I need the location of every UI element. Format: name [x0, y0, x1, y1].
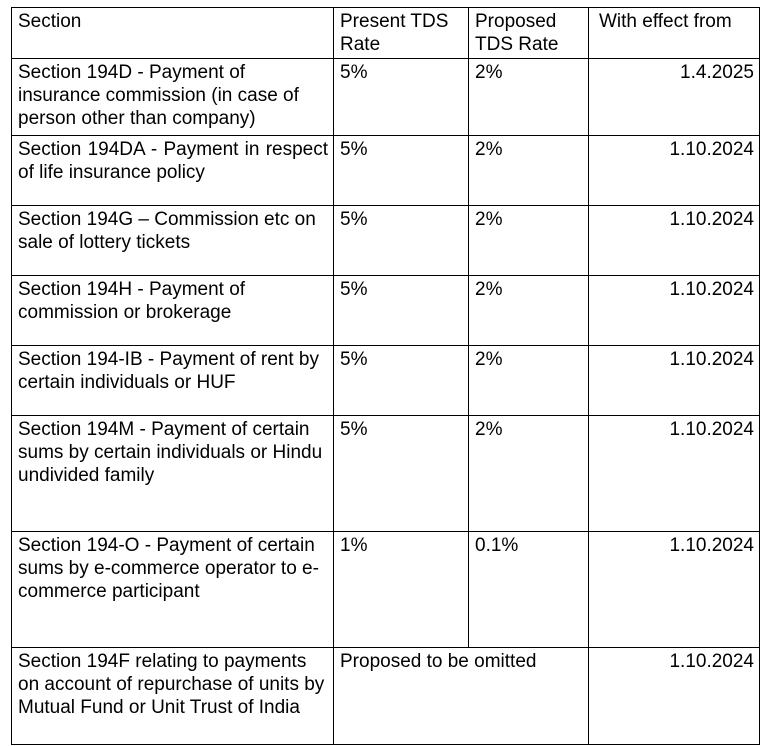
- proposed-rate-cell: 2%: [469, 59, 589, 136]
- effect-date-cell: 1.10.2024: [589, 206, 760, 276]
- section-cell: Section 194-O - Payment of certain sums by e-commerce operator to e-commerce participant: [12, 532, 334, 648]
- table-row: [12, 648, 760, 745]
- table-row: [12, 276, 760, 346]
- header-proposed-rate: Proposed TDS Rate: [469, 8, 589, 59]
- effect-date-cell: 1.10.2024: [589, 416, 760, 532]
- effect-date-cell: 1.10.2024: [589, 532, 760, 648]
- header-section: Section: [12, 8, 334, 59]
- table-row: [12, 416, 760, 532]
- section-cell: Section 194DA - Payment in respect of life insurance policy: [12, 136, 334, 206]
- header-effect-date: With effect from: [589, 8, 760, 59]
- tds-rate-table: [11, 7, 760, 745]
- table-row: [12, 532, 760, 648]
- present-rate-cell: 5%: [334, 346, 469, 416]
- table-row: [12, 206, 760, 276]
- header-row: [12, 8, 760, 59]
- omitted-note-cell: Proposed to be omitted: [334, 648, 589, 745]
- header-present-rate: Present TDS Rate: [334, 8, 469, 59]
- section-cell: Section 194H - Payment of commission or brokerage: [12, 276, 334, 346]
- proposed-rate-cell: 2%: [469, 416, 589, 532]
- section-cell: Section 194G – Commission etc on sale of lottery tickets: [12, 206, 334, 276]
- table-row: [12, 346, 760, 416]
- effect-date-cell: 1.4.2025: [589, 59, 760, 136]
- proposed-rate-cell: 2%: [469, 136, 589, 206]
- table-row: [12, 59, 760, 136]
- present-rate-cell: 5%: [334, 136, 469, 206]
- section-cell: Section 194-IB - Payment of rent by certain individuals or HUF: [12, 346, 334, 416]
- present-rate-cell: 5%: [334, 276, 469, 346]
- table-row: [12, 136, 760, 206]
- section-cell: Section 194F relating to payments on account of repurchase of units by Mutual Fund or Unit Trust of India: [12, 648, 334, 745]
- proposed-rate-cell: 0.1%: [469, 532, 589, 648]
- section-cell: Section 194M - Payment of certain sums by certain individuals or Hindu undivided family: [12, 416, 334, 532]
- proposed-rate-cell: 2%: [469, 276, 589, 346]
- present-rate-cell: 5%: [334, 206, 469, 276]
- section-cell: Section 194D - Payment of insurance commission (in case of person other than company): [12, 59, 334, 136]
- present-rate-cell: 5%: [334, 416, 469, 532]
- proposed-rate-cell: 2%: [469, 206, 589, 276]
- proposed-rate-cell: 2%: [469, 346, 589, 416]
- effect-date-cell: 1.10.2024: [589, 136, 760, 206]
- present-rate-cell: 1%: [334, 532, 469, 648]
- present-rate-cell: 5%: [334, 59, 469, 136]
- effect-date-cell: 1.10.2024: [589, 648, 760, 745]
- effect-date-cell: 1.10.2024: [589, 346, 760, 416]
- effect-date-cell: 1.10.2024: [589, 276, 760, 346]
